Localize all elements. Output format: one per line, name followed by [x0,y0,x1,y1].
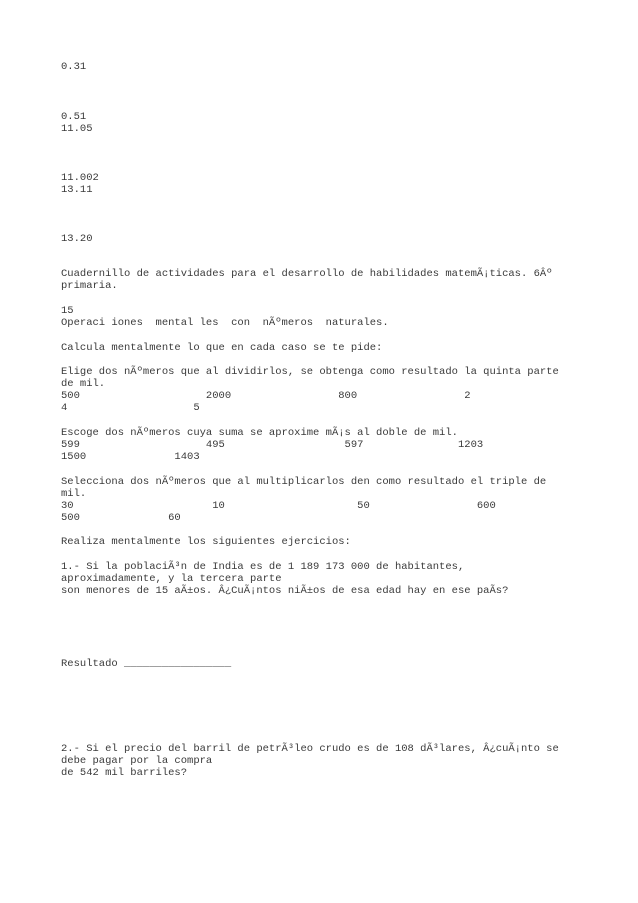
text-line-value-b: 0.51 [61,111,87,123]
exercise-2-prompt: Escoge dos nÃºmeros cuya suma se aproxime mÃ¡s al doble de mil. [61,427,458,439]
instruction-text: Calcula mentalmente lo que en cada caso se te pide: [61,342,383,354]
instruction-text-2: Realiza mentalmente los siguientes ejercicios: [61,536,351,548]
problem-1-line-1: 1.- Si la poblaciÃ³n de India es de 1 189 173 000 de habitantes, [61,561,465,573]
text-line-value-f: 13.20 [61,233,93,245]
exercise-2-options-row-2: 1500 1403 [61,451,200,463]
exercise-3-prompt-line-1: Selecciona dos nÃºmeros que al multiplicarlos den como resultado el triple de [61,476,547,488]
exercise-3-prompt-line-2: mil. [61,488,87,500]
exercise-2-options-row-1: 599 495 597 1203 [61,439,484,451]
document-title-line-2: primaria. [61,280,118,292]
problem-2-line-2: debe pagar por la compra [61,755,213,767]
problem-1-line-2: aproximadamente, y la tercera parte [61,573,282,585]
text-line-value-a: 0.31 [61,61,87,73]
exercise-1-options-row-1: 500 2000 800 2 [61,390,471,402]
section-title: Operaci iones mental les con nÃºmeros naturales. [61,317,389,329]
result-answer-line: Resultado _________________ [61,658,232,670]
text-line-value-d: 11.002 [61,172,99,184]
text-line-value-e: 13.11 [61,184,93,196]
document-title-line-1: Cuadernillo de actividades para el desarrollo de habilidades matemÃ¡ticas. 6Âº [61,268,553,280]
problem-2-line-3: de 542 mil barriles? [61,767,188,779]
exercise-1-prompt-line-2: de mil. [61,378,106,390]
exercise-3-options-row-1: 30 10 50 600 [61,500,496,512]
text-line-value-c: 11.05 [61,123,93,135]
problem-2-line-1: 2.- Si el precio del barril de petrÃ³leo crudo es de 108 dÃ³lares, Â¿cuÃ¡nto se [61,743,559,755]
page-number: 15 [61,305,74,317]
exercise-1-prompt-line-1: Elige dos nÃºmeros que al dividirlos, se obtenga como resultado la quinta parte [61,366,559,378]
problem-1-line-3: son menores de 15 aÃ±os. Â¿CuÃ¡ntos niÃ±os de esa edad hay en ese paÃs? [61,585,509,597]
exercise-1-options-row-2: 4 5 [61,402,200,414]
exercise-3-options-row-2: 500 60 [61,512,181,524]
